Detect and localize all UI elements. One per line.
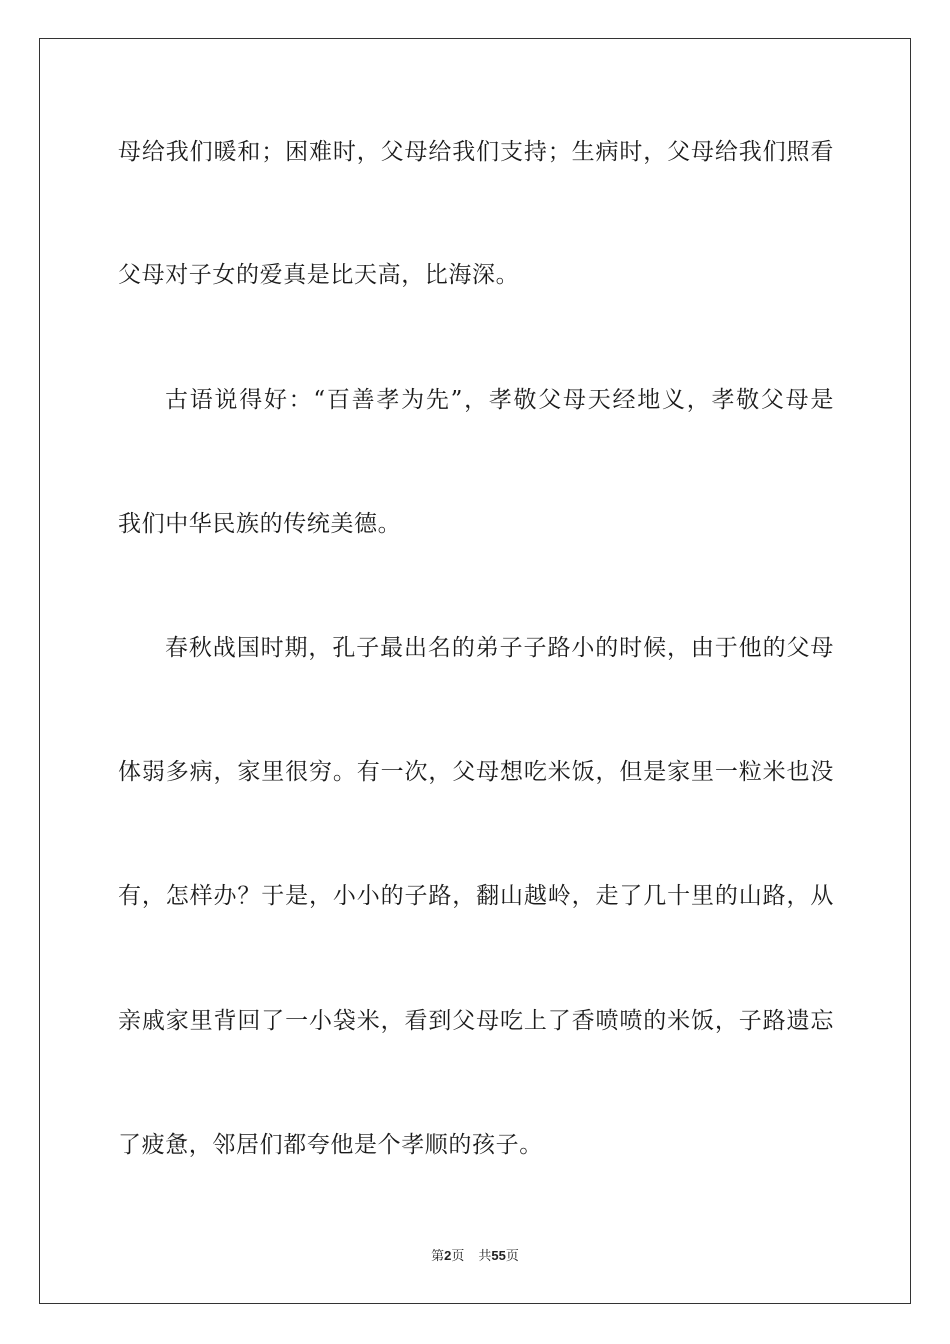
footer-page-number: 2 <box>444 1248 452 1263</box>
text-line-3: 古语说得好：“百善孝为先”，孝敬父母天经地义，孝敬父母是 <box>165 387 834 413</box>
text-line-4: 我们中华民族的传统美德。 <box>118 511 402 537</box>
text-line-2: 父母对子女的爱真是比天高，比海深。 <box>118 262 520 288</box>
text-line-9: 了疲惫，邻居们都夸他是个孝顺的孩子。 <box>118 1132 543 1158</box>
text-line-8: 亲戚家里背回了一小袋米，看到父母吃上了香喷喷的米饭，子路遗忘 <box>118 1008 834 1034</box>
text-line-6: 体弱多病，家里很穷。有一次，父母想吃米饭，但是家里一粒米也没 <box>118 759 834 785</box>
footer-total-suffix: 页 <box>505 1249 519 1264</box>
page-border <box>39 38 911 1304</box>
footer-total-pages: 55 <box>491 1248 506 1263</box>
footer-total-prefix: 共 <box>478 1249 492 1264</box>
text-line-1: 母给我们暖和；困难时，父母给我们支持；生病时，父母给我们照看 <box>118 139 834 165</box>
text-line-7: 有，怎样办？于是，小小的子路，翻山越岭，走了几十里的山路，从 <box>118 883 834 909</box>
footer-page-prefix: 第 <box>431 1249 445 1264</box>
text-line-5: 春秋战国时期，孔子最出名的弟子子路小的时候，由于他的父母 <box>165 635 834 661</box>
footer-page-suffix: 页 <box>451 1249 465 1264</box>
page-footer <box>0 1247 950 1266</box>
